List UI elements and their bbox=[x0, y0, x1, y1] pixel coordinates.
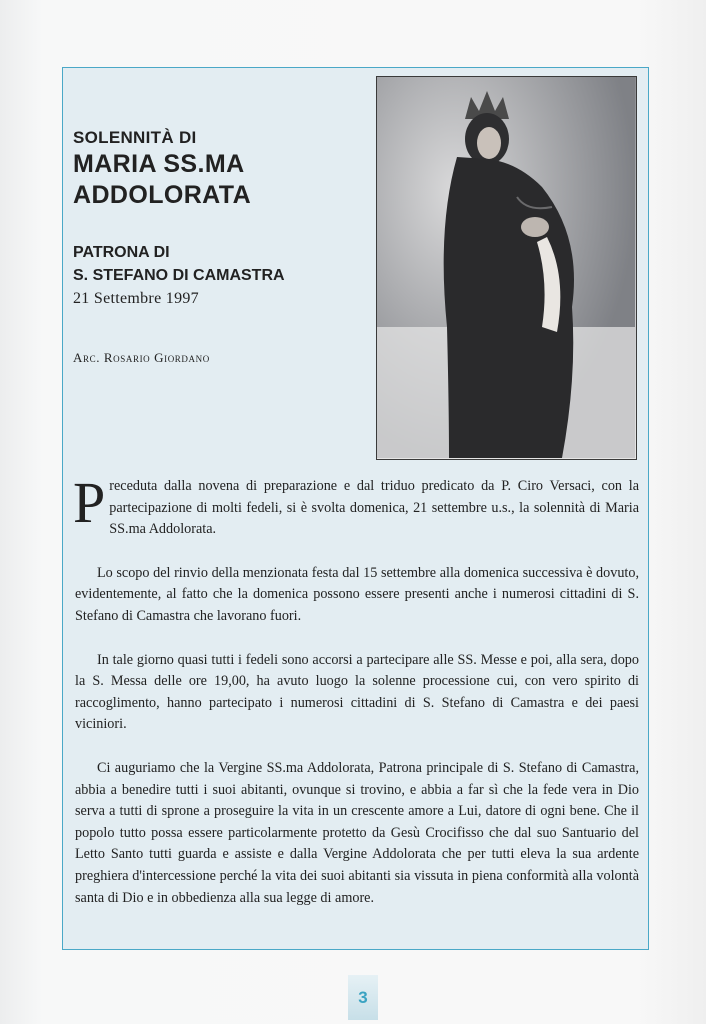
article-body bbox=[73, 470, 639, 931]
dropcap: P bbox=[73, 470, 106, 535]
paragraph-1-text: receduta dalla novena di preparazione e dal triduo predicato da P. Ciro Versaci, con la partecipazione di molti fedeli, si è svolta domenica, 21 settembre u.s., la solennità di Maria SS.ma Addolorata. bbox=[109, 478, 639, 538]
paragraph-4: Ci auguriamo che la Vergine SS.ma Addolorata, Patrona principale di S. Stefano di Camastra, abbia a benedire tutti i suoi abitanti, ovunque si trovino, e abbia a far sì che la fede vera in Dio serva a tutti di sprone a proseguire la vita in un crescente amore a Lui, datore di ogni bene. Che il popolo tutto possa essere particolarmente protetto da Gesù Crocifisso che dal suo Santuario del Letto Santo tutti guarda e assiste e dalla Vergine Addolorata che per tutti eleva la sua ardente preghiera d'intercessione perché la vita dei suoi abitanti sia vissuta in piena conformità alla volontà santa di Dio e in obbedienza alla sua legge di amore. bbox=[75, 759, 639, 906]
paragraph-3: In tale giorno quasi tutti i fedeli sono accorsi a partecipare alle SS. Messe e poi, alla sera, dopo la S. Messa delle ore 19,00, ha avuto luogo la solenne processione cui, con vero spirito di raccoglimento, hanno partecipato i numerosi cittadini di S. Stefano di Camastra e dei paesi viciniori. bbox=[75, 651, 639, 733]
title-line-2: ADDOLORATA bbox=[73, 181, 252, 209]
title-line-1: MARIA SS.MA bbox=[73, 150, 245, 178]
statue-photo-icon bbox=[377, 77, 635, 458]
paragraph-1 bbox=[73, 470, 639, 541]
subtitle-line-1: PATRONA DI bbox=[73, 244, 170, 261]
page-number: 3 bbox=[348, 975, 378, 1020]
article-subtitle bbox=[73, 241, 373, 287]
article-date: 21 Settembre 1997 bbox=[73, 290, 199, 307]
title-small: SOLENNITÀ DI bbox=[73, 128, 197, 147]
article-title bbox=[73, 128, 363, 210]
paragraph-2: Lo scopo del rinvio della menzionata festa dal 15 settembre alla domenica successiva è dovuto, evidentemente, al fatto che la domenica possono essere presenti anche i numerosi cittadini di S. Stefano di Camastra che lavorano fuori. bbox=[75, 564, 639, 624]
article-author: Arc. Rosario Giordano bbox=[73, 350, 210, 365]
statue-photo bbox=[376, 76, 637, 460]
subtitle-line-2: S. STEFANO DI CAMASTRA bbox=[73, 267, 285, 284]
article-panel bbox=[62, 67, 649, 950]
